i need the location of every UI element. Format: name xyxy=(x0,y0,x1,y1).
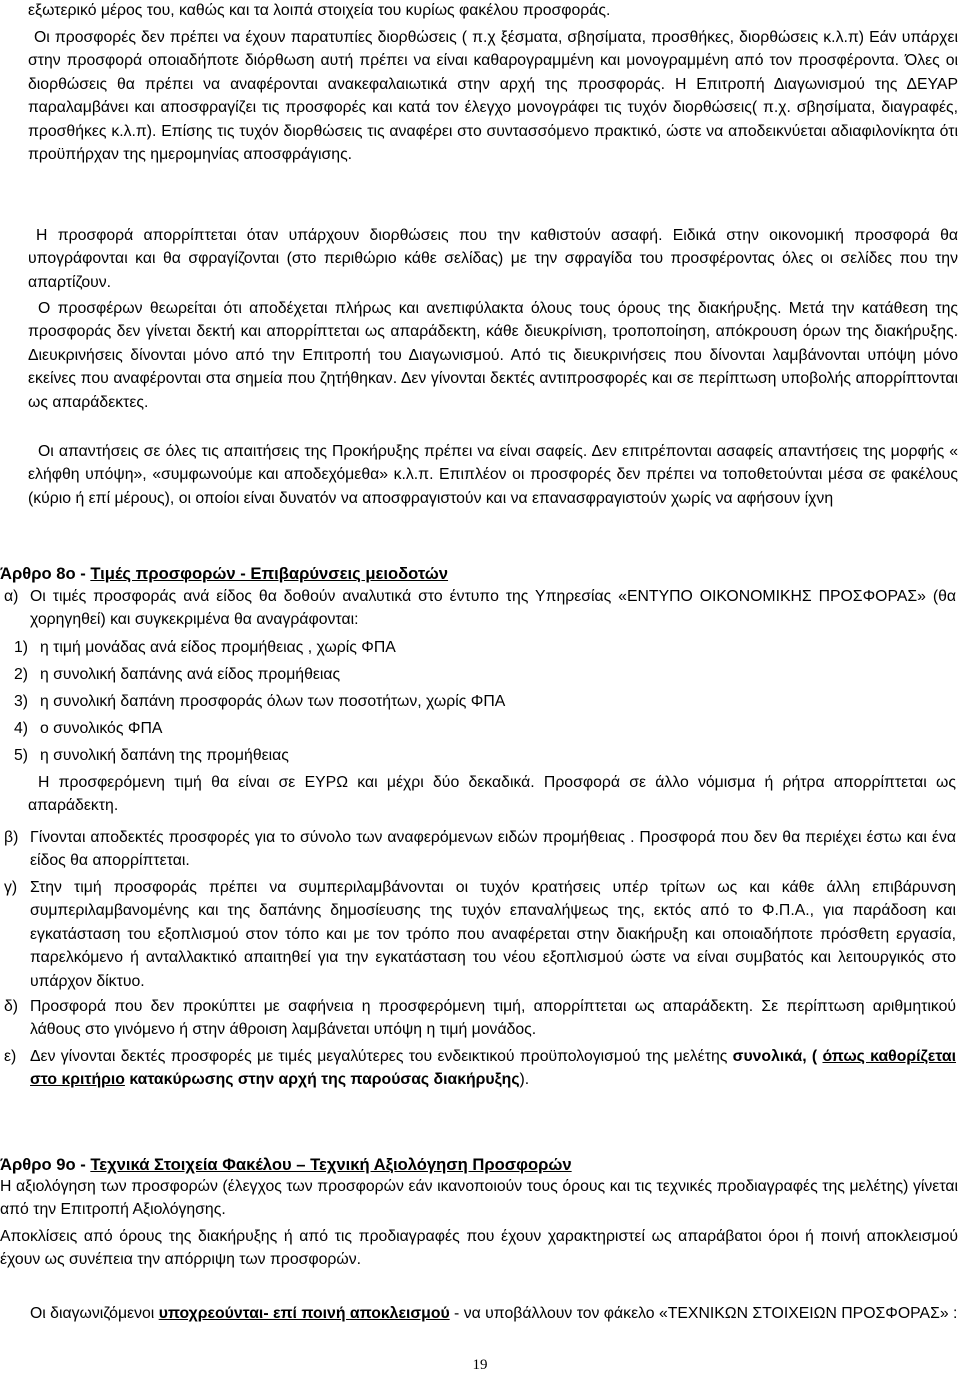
list-number: 3) xyxy=(14,693,29,710)
paragraph-evaluation: Η αξιολόγηση των προσφορών (έλεγχος των προσφορών εάν ικανοποιούν τους όρους και τις τεχνικές προδιαγραφές της μελέτης) γίνεται από την Επιτροπή Αξιολόγησης. xyxy=(0,1178,958,1219)
article-9-heading xyxy=(0,1153,958,1176)
item-text-part: Δεν γίνονται δεκτές προσφορές με τιμές μεγαλύτερες του ενδεικτικού προϋπολογισμού της μελέτης xyxy=(30,1048,733,1065)
price-list-item xyxy=(14,690,505,713)
item-label: γ) xyxy=(4,879,18,896)
item-label: ε) xyxy=(4,1048,17,1065)
article-8-item-c xyxy=(4,876,956,993)
article-8-number: Άρθρο 8ο - xyxy=(0,564,91,583)
article-8-item-d xyxy=(4,995,956,1042)
item-text-criterion: όπως καθορίζεται στο κριτήριο xyxy=(30,1048,957,1089)
paragraph-rejection-unclear: Η προσφορά απορρίπτεται όταν υπάρχουν διορθώσεις που την καθιστούν ασαφή. Ειδικά στην οικονομική προσφορά θα υπογράφονται και θα σφραγίζονται (στο περιθώριο κάθε σελίδας) με την σφραγίδα του προσφέροντας όλες οι σελίδες που την απαρτίζουν. xyxy=(28,227,958,291)
item-text-bold: κατακύρωσης στην αρχή της παρούσας διακήρυξης xyxy=(124,1071,520,1089)
price-list-item xyxy=(14,636,396,659)
paragraph-clear-answers: Οι απαντήσεις σε όλες τις απαιτήσεις της Προκήρυξης πρέπει να είναι σαφείς. Δεν επιτρέπονται ασαφείς απαντήσεις της μορφής « ελήφθη υπόψη», «συμφωνούμε και αποδεχόμεθα» κ.λ.π. Επιπλέον οι προσφορές δεν πρέπει να τοποθετούνται μέσα σε φακέλους (κύριο ή επί μέρους), οι οποίοι είναι δυνατόν να αποσφραγιστούν και να επανασφραγιστούν χωρίς να αφήσουν ίχνη xyxy=(28,443,958,507)
item-text xyxy=(30,1045,956,1092)
price-list-item xyxy=(14,717,162,740)
article-8-heading xyxy=(0,562,958,585)
paragraph-deviations: Αποκλίσεις από όρους της διακήρυξης ή από τις προδιαγραφές που έχουν χαρακτηριστεί ως απαράβατοι όροι ή ποινή αποκλεισμού έχουν ως συνέπεια την απόρριψη των προσφορών. xyxy=(0,1228,958,1269)
list-text: η τιμή μονάδας ανά είδος προμήθειας , χωρίς ΦΠΑ xyxy=(40,639,396,656)
article-8-title: Τιμές προσφορών - Επιβαρύνσεις μειοδοτών xyxy=(90,564,449,583)
article-9-title: Τεχνικά Στοιχεία Φακέλου – Τεχνική Αξιολόγηση Προσφορών xyxy=(90,1155,572,1174)
item-text: Προσφορά που δεν προκύπτει με σαφήνεια η προσφερόμενη τιμή, απορρίπτεται ως απαράδεκτη. Σε περίπτωση αριθμητικού λάθους στο γινόμενο ή στην άθροιση λαμβάνεται υπόψη η τιμή μονάδος. xyxy=(30,998,956,1039)
list-text: ο συνολικός ΦΠΑ xyxy=(40,720,163,737)
price-list-item xyxy=(14,744,289,767)
list-number: 1) xyxy=(14,639,29,656)
item-text: Στην τιμή προσφοράς πρέπει να συμπεριλαμβάνονται οι τυχόν κρατήσεις υπέρ τρίτων ως και κάθε άλλη επιβάρυνση συμπεριλαμβανομένης και της δαπάνης δημοσίευσης της τυχόν επαναλήψεως της, εκτός από το Φ.Π.Α., για παράδοση και εγκατάσταση του εξοπλισμού στον τόπο και με τον τρόπο που αναφέρεται στην διακήρυξη και οποιαδήποτε πρόσθετη εργασία, παρελκόμενο ή ανταλλακτικό απαιτηθεί για την εγκατάσταση του νέου εξοπλισμού ώστε να είναι συμβατός και λειτουργικός στο υπάρχον δίκτυο. xyxy=(30,879,956,990)
paragraph-text-part: Οι διαγωνιζόμενοι xyxy=(30,1305,159,1322)
paragraph-technical-envelope xyxy=(0,1302,958,1325)
list-text: η συνολική δαπάνης ανά είδος προμήθειας xyxy=(40,666,341,683)
price-list-item xyxy=(14,663,340,686)
article-8-item-e xyxy=(4,1045,956,1092)
obligation-emphasis: υποχρεούνται- επί ποινή αποκλεισμού xyxy=(158,1305,450,1322)
item-text-part: , ( xyxy=(802,1048,823,1065)
list-text: η συνολική δαπάνη της προμήθειας xyxy=(40,747,289,764)
paragraph-corrections: Οι προσφορές δεν πρέπει να έχουν παρατυπίες διορθώσεις ( π.χ ξέσματα, σβησίματα, προσθήκες, διορθώσεις κ.λ.π) Εάν υπάρχει στην προσφορά οποιαδήποτε διόρθωση αυτή πρέπει να είναι καθαρογραμμένη και μονογραμμένη από τον προσφέροντα. Όλες οι διορθώσεις θα πρέπει να αναφέρονται ανακεφαλαιωτικά στην αρχή της προσφοράς. Η Επιτροπή Διαγωνισμού της ΔΕΥΑΡ παραλαμβάνει και αποσφραγίζει τις προσφορές και κατά τον έλεγχο μονογράφει τις τυχόν διορθώσεις( π.χ. σβησίματα, διαγραφές, προσθήκες κ.λ.π). Επίσης τις τυχόν διορθώσεις τις αναφέρει στο συντασσόμενο πρακτικό, ώστε να αποδεικνύεται αδιαφιλονίκητα ότι προϋπήρχαν της ημερομηνίας αποσφράγισης. xyxy=(28,29,958,164)
list-number: 2) xyxy=(14,666,29,683)
page-number: 19 xyxy=(472,1357,488,1373)
item-text: Γίνονται αποδεκτές προσφορές για το σύνολο των αναφερόμενων ειδών προμήθειας . Προσφορά που δεν θα περιέχει έστω και ένα είδος θα απορρίπτεται. xyxy=(30,829,956,870)
item-text-bold: συνολικά xyxy=(732,1048,803,1065)
paragraph-text-part: - να υποβάλλουν τον φάκελο «ΤΕΧΝΙΚΩΝ ΣΤΟΙΧΕΙΩΝ ΠΡΟΣΦΟΡΑΣ» : xyxy=(449,1305,958,1322)
item-label: δ) xyxy=(4,998,19,1015)
list-text: η συνολική δαπάνη προσφοράς όλων των ποσοτήτων, χωρίς ΦΠΑ xyxy=(40,693,506,710)
paragraph-acceptance-terms: Ο προσφέρων θεωρείται ότι αποδέχεται πλήρως και ανεπιφύλακτα όλους τους όρους της διακήρυξης. Μετά την κατάθεση της προσφοράς δεν γίνεται δεκτή και απορρίπτεται ως απαράδεκτη, κάθε διευκρίνιση, τροποποίηση, απόκρουση όρων της διακήρυξης. Διευκρινήσεις δίνονται μόνο από την Επιτροπή του Διαγωνισμού. Από τις διευκρινήσεις που δίνονται λαμβάνονται υπόψη μόνο εκείνες που αναφέρονται στα σημεία που ζητήθηκαν. Δεν γίνονται δεκτές αντιπροσφορές και σε περίπτωση υποβολής απορρίπτονται ως απαράδεκτες. xyxy=(28,300,958,411)
article-8-item-b xyxy=(4,826,956,873)
item-label: β) xyxy=(4,829,19,846)
paragraph-price-currency: Η προσφερόμενη τιμή θα είναι σε ΕΥΡΩ και μέχρι δύο δεκαδικά. Προσφορά σε άλλο νόμισμα ή ρήτρα απορρίπτεται ως απαράδεκτη. xyxy=(28,774,956,815)
item-text-part: ). xyxy=(519,1071,530,1089)
list-number: 5) xyxy=(14,747,29,764)
paragraph-envelope-exterior: εξωτερικό μέρος του, καθώς και τα λοιπά στοιχεία του κυρίως φακέλου προσφοράς. xyxy=(28,2,611,19)
article-8-item-a xyxy=(4,585,956,632)
article-9-number: Άρθρο 9ο - xyxy=(0,1155,91,1174)
item-text: Οι τιμές προσφοράς ανά είδος θα δοθούν αναλυτικά στο έντυπο της Υπηρεσίας «ΕΝΤΥΠΟ ΟΙΚΟΝΟΜΙΚΗΣ ΠΡΟΣΦΟΡΑΣ» (θα χορηγηθεί) και συγκεκριμένα θα αναγράφονται: xyxy=(30,588,956,629)
item-label: α) xyxy=(4,588,19,605)
list-number: 4) xyxy=(14,720,29,737)
